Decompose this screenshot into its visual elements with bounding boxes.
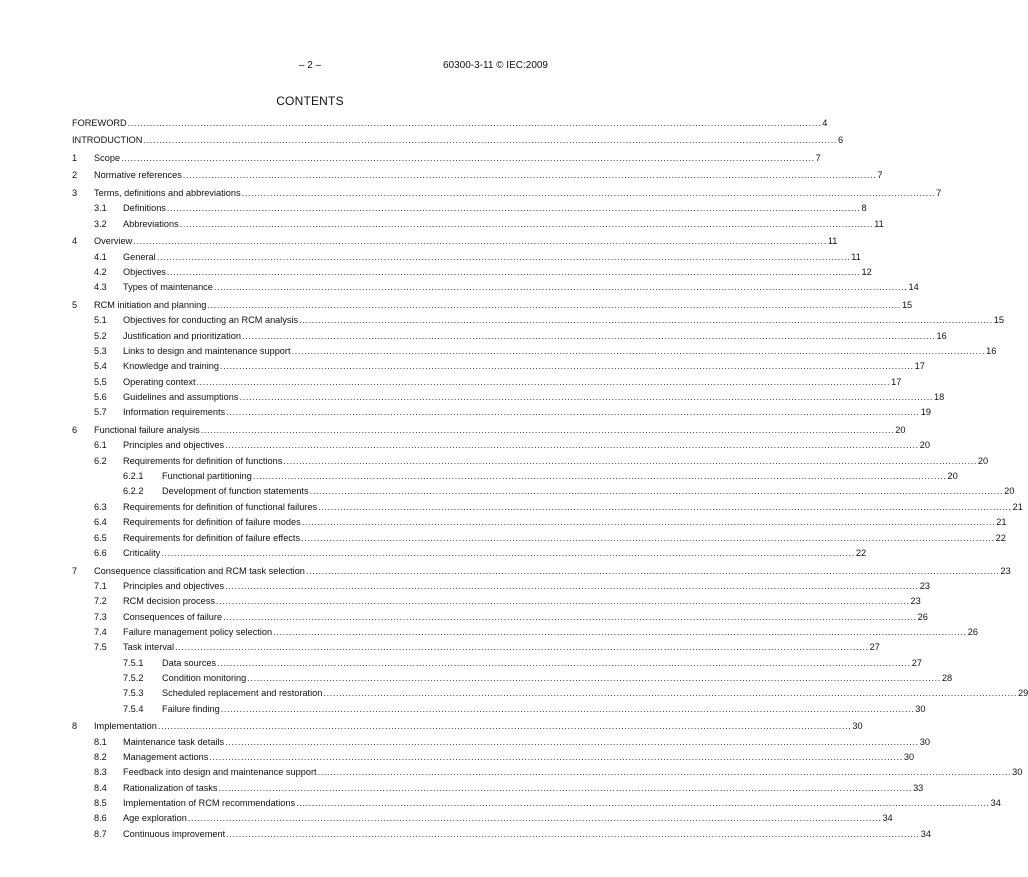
dot-leader: ............................................................................................................................................................................................................................ xyxy=(161,547,855,558)
toc-entry-label: Justification and prioritization xyxy=(123,330,241,341)
toc-entry[interactable] xyxy=(72,330,947,346)
toc-entry-number: 6.2.1 xyxy=(123,471,144,482)
standard-reference: 60300-3-11 © IEC:2009 xyxy=(442,60,548,71)
dot-leader: ............................................................................................................................................................................................................................ xyxy=(187,813,882,824)
toc-entry[interactable] xyxy=(72,392,945,407)
toc-entry-page: 30 xyxy=(852,721,863,732)
toc-entry-page: 30 xyxy=(1012,767,1023,778)
toc-entry-page: 20 xyxy=(977,455,989,466)
toc-entry-number: 7.5.3 xyxy=(123,688,144,699)
toc-entry[interactable] xyxy=(72,501,1023,517)
toc-entry-number: 8.5 xyxy=(94,797,107,808)
toc-entry-label: Failure finding xyxy=(162,703,220,714)
toc-entry-page: 21 xyxy=(1012,501,1023,512)
toc-entry-page: 11 xyxy=(874,218,884,229)
toc-entry-number: 8 xyxy=(72,721,78,732)
toc-entry-label: Rationalization of tasks xyxy=(123,782,218,793)
toc-entry-page: 15 xyxy=(993,315,1004,326)
toc-entry-label: Maintenance task details xyxy=(123,736,225,747)
dot-leader: ............................................................................................................................................................................................................................ xyxy=(209,751,903,762)
toc-entry-number: 5.2 xyxy=(94,330,107,341)
toc-entry-page: 16 xyxy=(986,346,997,357)
toc-entry-page: 34 xyxy=(920,828,931,839)
toc-entry-page: 28 xyxy=(941,672,953,683)
toc-entry-number: 7.1 xyxy=(94,580,107,591)
toc-entry-label: Data sources xyxy=(162,657,217,668)
toc-entry[interactable] xyxy=(72,565,1011,581)
dot-leader: ............................................................................................................................................................................................................................ xyxy=(241,330,936,341)
dot-leader: ............................................................................................................................................................................................................................ xyxy=(301,532,995,543)
toc-entry-label: Continuous improvement xyxy=(123,828,226,839)
toc-entry[interactable] xyxy=(72,797,1001,813)
toc-entry-number: 6.1 xyxy=(94,440,107,451)
toc-entry-page: 19 xyxy=(920,407,931,418)
toc-entry-label: Development of function statements xyxy=(162,486,309,497)
toc-entry[interactable] xyxy=(72,736,930,752)
toc-entry[interactable] xyxy=(72,688,1028,703)
dot-leader: ............................................................................................................................................................................................................................ xyxy=(220,703,915,714)
dot-leader: ............................................................................................................................................................................................................................ xyxy=(182,170,877,181)
toc-entry[interactable] xyxy=(72,721,863,736)
toc-entry-number: 7.5.1 xyxy=(123,657,144,668)
dot-leader: ............................................................................................................................................................................................................................ xyxy=(225,736,919,747)
dot-leader: ............................................................................................................................................................................................................................ xyxy=(133,236,827,247)
toc-entry[interactable] xyxy=(72,152,821,168)
toc-entry-number: 8.3 xyxy=(94,767,107,778)
toc-entry[interactable] xyxy=(72,517,1007,532)
toc-entry-number: 6.2.2 xyxy=(123,486,144,497)
toc-entry[interactable] xyxy=(72,282,919,297)
dot-leader: ............................................................................................................................................................................................................................ xyxy=(157,721,852,732)
dot-leader: ............................................................................................................................................................................................................................ xyxy=(220,361,914,372)
dot-leader: ............................................................................................................................................................................................................................ xyxy=(252,471,947,482)
dot-leader: ............................................................................................................................................................................................................................ xyxy=(323,688,1017,699)
toc-entry-number: 8.1 xyxy=(94,736,107,747)
toc-entry-page: 20 xyxy=(1004,486,1015,497)
toc-entry-page: 17 xyxy=(914,361,925,372)
toc-entry-label: Criticality xyxy=(123,547,161,558)
toc-entry-label: Implementation of RCM recommendations xyxy=(123,797,296,808)
toc-entry-page: 20 xyxy=(947,471,958,482)
toc-entry-label: Consequence classification and RCM task selection xyxy=(94,565,305,576)
toc-entry-label: Objectives for conducting an RCM analysis xyxy=(123,315,299,326)
toc-entry-number: 2 xyxy=(72,170,78,181)
toc-entry-number: 5.4 xyxy=(94,361,107,372)
toc-entry-label: Functional failure analysis xyxy=(94,425,200,436)
toc-entry-label: INTRODUCTION xyxy=(72,135,143,146)
toc-entry-label: Requirements for definition of functions xyxy=(123,455,283,466)
toc-entry-page: 7 xyxy=(936,188,942,199)
toc-entry[interactable] xyxy=(72,407,931,422)
dot-leader: ............................................................................................................................................................................................................................ xyxy=(318,501,1012,512)
dot-leader: ............................................................................................................................................................................................................................ xyxy=(226,407,920,418)
toc-entry-page: 12 xyxy=(861,267,872,278)
dot-leader: ............................................................................................................................................................................................................................ xyxy=(283,455,977,466)
toc-entry[interactable] xyxy=(72,440,930,455)
toc-entry-number: 6.2 xyxy=(94,455,107,466)
toc-entry[interactable] xyxy=(72,267,872,282)
dot-leader: ............................................................................................................................................................................................................................ xyxy=(291,346,986,357)
dot-leader: ............................................................................................................................................................................................................................ xyxy=(156,251,851,262)
toc-entry-label: Implementation xyxy=(94,721,157,732)
toc-entry-page: 26 xyxy=(967,626,978,637)
toc-entry-number: 8.6 xyxy=(94,813,107,824)
dot-leader: ............................................................................................................................................................................................................................ xyxy=(317,767,1012,778)
toc-entry-page: 11 xyxy=(827,236,838,247)
dot-leader: ............................................................................................................................................................................................................................ xyxy=(273,626,967,637)
toc-entry-page: 22 xyxy=(855,547,867,558)
toc-entry-label: Normative references xyxy=(94,170,182,181)
toc-entry-page: 26 xyxy=(917,611,928,622)
table-of-contents xyxy=(72,117,1028,844)
toc-entry-label: Terms, definitions and abbreviations xyxy=(94,188,241,199)
toc-entry-label: Abbreviations xyxy=(123,218,179,229)
toc-entry-label: Condition monitoring xyxy=(162,672,247,683)
toc-entry-label: Failure management policy selection xyxy=(123,626,273,637)
toc-entry-label: Feedback into design and maintenance support xyxy=(123,767,317,778)
toc-entry-page: 16 xyxy=(936,330,947,341)
toc-entry-number: 5 xyxy=(72,300,78,311)
toc-entry-label: Requirements for definition of failure effects xyxy=(123,532,301,543)
toc-entry-page: 8 xyxy=(861,203,867,214)
toc-entry-number: 8.4 xyxy=(94,782,107,793)
toc-entry-number: 6.6 xyxy=(94,547,107,558)
toc-entry-label: RCM initiation and planning xyxy=(94,300,207,311)
toc-entry-label: Links to design and maintenance support xyxy=(123,346,291,357)
toc-entry-label: Information requirements xyxy=(123,407,226,418)
toc-entry-page: 4 xyxy=(822,117,828,128)
toc-entry[interactable] xyxy=(72,580,930,596)
toc-entry-number: 7.5 xyxy=(94,642,107,653)
dot-leader: ............................................................................................................................................................................................................................ xyxy=(218,782,913,793)
toc-entry[interactable] xyxy=(72,425,906,440)
dot-leader: ............................................................................................................................................................................................................................ xyxy=(127,117,822,128)
toc-entry-label: Consequences of failure xyxy=(123,611,223,622)
dot-leader: ............................................................................................................................................................................................................................ xyxy=(196,376,891,387)
toc-entry-page: 18 xyxy=(934,392,945,403)
toc-entry[interactable] xyxy=(72,596,921,611)
toc-entry-label: Functional partitioning xyxy=(162,471,252,482)
toc-entry[interactable] xyxy=(72,361,925,376)
toc-entry-page: 30 xyxy=(915,703,926,714)
toc-entry-number: 6 xyxy=(72,425,78,436)
toc-entry[interactable] xyxy=(72,751,915,767)
dot-leader: ............................................................................................................................................................................................................................ xyxy=(301,517,996,528)
toc-entry[interactable] xyxy=(72,767,1023,782)
toc-entry[interactable] xyxy=(72,236,838,251)
toc-entry-label: General xyxy=(123,251,156,262)
toc-entry[interactable] xyxy=(72,642,880,657)
toc-entry[interactable] xyxy=(72,455,989,471)
toc-entry[interactable] xyxy=(72,828,931,844)
dot-leader: ............................................................................................................................................................................................................................ xyxy=(299,315,993,326)
dot-leader: ............................................................................................................................................................................................................................ xyxy=(121,152,815,163)
toc-entry[interactable] xyxy=(72,346,997,361)
toc-entry-label: Requirements for definition of functional failures xyxy=(123,501,318,512)
toc-entry-page: 14 xyxy=(908,282,919,293)
toc-entry[interactable] xyxy=(72,813,893,828)
toc-entry[interactable] xyxy=(72,300,913,315)
toc-entry-label: Types of maintenance xyxy=(123,282,213,293)
dot-leader: ............................................................................................................................................................................................................................ xyxy=(143,135,838,146)
toc-entry[interactable] xyxy=(72,471,958,486)
toc-entry-number: 8.7 xyxy=(94,828,107,839)
toc-entry[interactable] xyxy=(72,117,828,133)
toc-entry[interactable] xyxy=(72,672,953,688)
toc-entry-label: Scheduled replacement and restoration xyxy=(162,688,323,699)
dot-leader: ............................................................................................................................................................................................................................ xyxy=(225,580,919,591)
dot-leader: ............................................................................................................................................................................................................................ xyxy=(247,672,941,683)
toc-entry-number: 7.4 xyxy=(94,626,107,637)
dot-leader: ............................................................................................................................................................................................................................ xyxy=(309,486,1004,497)
toc-entry-number: 3.1 xyxy=(94,203,107,214)
toc-entry-page: 30 xyxy=(903,751,915,762)
toc-entry-page: 15 xyxy=(901,300,913,311)
toc-entry-number: 4.3 xyxy=(94,282,107,293)
dot-leader: ............................................................................................................................................................................................................................ xyxy=(207,300,901,311)
toc-entry-page: 27 xyxy=(869,642,880,653)
toc-entry[interactable] xyxy=(72,657,922,673)
toc-entry-number: 1 xyxy=(72,152,78,163)
toc-entry[interactable] xyxy=(72,532,1006,548)
toc-entry-number: 3 xyxy=(72,188,78,199)
toc-entry-page: 27 xyxy=(911,657,922,668)
toc-entry-number: 5.5 xyxy=(94,376,107,387)
toc-entry-number: 5.1 xyxy=(94,315,107,326)
dot-leader: ............................................................................................................................................................................................................................ xyxy=(215,596,910,607)
dot-leader: ............................................................................................................................................................................................................................ xyxy=(217,657,911,668)
toc-entry-label: RCM decision process xyxy=(123,596,215,607)
toc-entry-label: Requirements for definition of failure modes xyxy=(123,517,301,528)
toc-entry-page: 21 xyxy=(996,517,1007,528)
toc-entry-label: Objectives xyxy=(123,267,166,278)
toc-entry-label: Overview xyxy=(94,236,133,247)
dot-leader: ............................................................................................................................................................................................................................ xyxy=(166,267,861,278)
toc-entry-number: 7.3 xyxy=(94,611,107,622)
toc-entry[interactable] xyxy=(72,135,844,150)
toc-entry-number: 4.2 xyxy=(94,267,107,278)
toc-entry-page: 30 xyxy=(919,736,930,747)
toc-entry[interactable] xyxy=(72,251,861,267)
page-number: – 2 – xyxy=(298,60,322,71)
toc-entry-number: 5.7 xyxy=(94,407,107,418)
toc-entry-number: 7.5.2 xyxy=(123,672,144,683)
toc-entry-page: 23 xyxy=(919,580,930,591)
toc-entry-page: 29 xyxy=(1017,688,1028,699)
toc-entry-number: 3.2 xyxy=(94,218,107,229)
toc-entry[interactable] xyxy=(72,626,978,642)
dot-leader: ............................................................................................................................................................................................................................ xyxy=(239,392,934,403)
dot-leader: ............................................................................................................................................................................................................................ xyxy=(175,642,869,653)
dot-leader: ............................................................................................................................................................................................................................ xyxy=(166,203,861,214)
toc-entry-number: 7.5.4 xyxy=(123,703,144,714)
toc-entry-number: 6.3 xyxy=(94,501,107,512)
toc-entry-number: 8.2 xyxy=(94,751,107,762)
dot-leader: ............................................................................................................................................................................................................................ xyxy=(225,440,919,451)
toc-entry[interactable] xyxy=(72,376,902,392)
toc-entry-label: Principles and objectives xyxy=(123,580,225,591)
toc-entry-page: 11 xyxy=(851,251,861,262)
toc-entry-label: Operating context xyxy=(123,376,196,387)
toc-entry[interactable] xyxy=(72,315,1004,330)
toc-entry-number: 6.5 xyxy=(94,532,107,543)
toc-entry-page: 17 xyxy=(891,376,902,387)
toc-entry-page: 20 xyxy=(919,440,930,451)
toc-entry-number: 7.2 xyxy=(94,596,107,607)
toc-entry-label: Principles and objectives xyxy=(123,440,225,451)
toc-entry-page: 34 xyxy=(882,813,893,824)
toc-entry-label: Scope xyxy=(94,152,121,163)
toc-entry[interactable] xyxy=(72,170,883,185)
dot-leader: ............................................................................................................................................................................................................................ xyxy=(179,218,874,229)
toc-entry[interactable] xyxy=(72,203,867,218)
toc-entry-label: Guidelines and assumptions xyxy=(123,392,239,403)
dot-leader: ............................................................................................................................................................................................................................ xyxy=(296,797,990,808)
toc-entry-label: FOREWORD xyxy=(72,117,127,128)
toc-entry-label: Task interval xyxy=(123,642,175,653)
toc-entry-label: Age exploration xyxy=(123,813,187,824)
dot-leader: ............................................................................................................................................................................................................................ xyxy=(200,425,895,436)
toc-entry-number: 5.3 xyxy=(94,346,107,357)
toc-entry-page: 7 xyxy=(815,152,821,163)
toc-entry[interactable] xyxy=(72,782,924,798)
toc-entry-number: 5.6 xyxy=(94,392,107,403)
dot-leader: ............................................................................................................................................................................................................................ xyxy=(241,188,936,199)
toc-entry-label: Knowledge and training xyxy=(123,361,220,372)
dot-leader: ............................................................................................................................................................................................................................ xyxy=(213,282,908,293)
toc-entry[interactable] xyxy=(72,611,928,627)
contents-title: CONTENTS xyxy=(276,94,344,108)
toc-entry-page: 23 xyxy=(1000,565,1011,576)
toc-entry-page: 34 xyxy=(990,797,1001,808)
toc-entry-page: 6 xyxy=(838,135,844,146)
toc-entry[interactable] xyxy=(72,547,867,563)
toc-entry-label: Management actions xyxy=(123,751,209,762)
toc-entry-number: 6.4 xyxy=(94,517,107,528)
toc-entry[interactable] xyxy=(72,188,942,203)
toc-entry-number: 7 xyxy=(72,565,78,576)
toc-entry-page: 7 xyxy=(877,170,883,181)
toc-entry-label: Definitions xyxy=(123,203,166,214)
toc-entry-page: 22 xyxy=(995,532,1006,543)
toc-entry-page: 20 xyxy=(895,425,906,436)
toc-entry-page: 33 xyxy=(913,782,924,793)
dot-leader: ............................................................................................................................................................................................................................ xyxy=(226,828,920,839)
toc-entry[interactable] xyxy=(72,218,884,234)
dot-leader: ............................................................................................................................................................................................................................ xyxy=(305,565,1000,576)
toc-entry-page: 23 xyxy=(910,596,921,607)
toc-entry-number: 4.1 xyxy=(94,251,107,262)
toc-entry[interactable] xyxy=(72,486,1015,501)
toc-entry[interactable] xyxy=(72,703,926,719)
dot-leader: ............................................................................................................................................................................................................................ xyxy=(223,611,917,622)
toc-entry-number: 4 xyxy=(72,236,78,247)
